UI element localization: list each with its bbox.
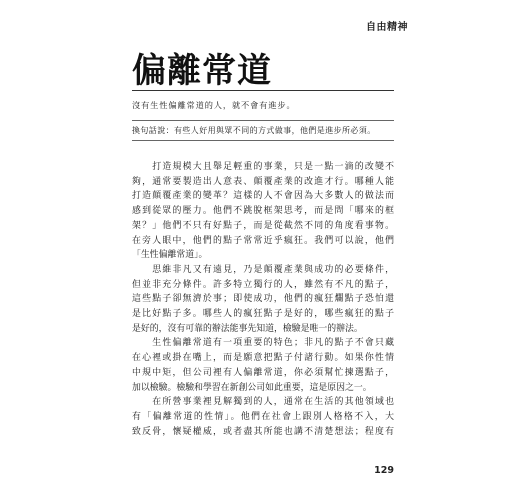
paragraph — [132, 160, 394, 263]
epigraph: 沒有生性偏離常道的人，就不會有進步。 — [132, 100, 296, 110]
text-line: 加以檢驗。檢驗和學習在新創公司如此重要，這是原因之一。 — [132, 382, 372, 393]
text-line: 「生性偏離常道」。 — [132, 250, 208, 261]
paraphrase: 換句話說：有些人好用與眾不同的方式做事，他們是進步所必須。 — [132, 126, 376, 135]
text-line: 有「偏離常道的性情」。他們在社會上跟別人格格不入，大 — [132, 411, 394, 422]
paraphrase-rule-bottom — [132, 140, 394, 141]
paraphrase-rule-top — [132, 120, 394, 121]
text-line: 是好的，沒有可靠的辦法能事先知道，檢驗是唯一的辦法。 — [132, 323, 363, 334]
title-rule — [132, 90, 394, 91]
running-header: 自由精神 — [366, 22, 408, 33]
text-line: 中規中矩，但公司裡有人偏離常道，你必須幫忙揀選點子， — [132, 367, 394, 378]
text-line: 打造顛覆產業的變革？這樣的人不會因為大多數人的做法而 — [132, 191, 394, 202]
text-line: 架？」他們不只有好點子，而是從截然不同的角度看事物。 — [132, 220, 394, 231]
text-line: 但並非充分條件。許多特立獨行的人，雖然有不凡的點子， — [132, 279, 394, 290]
text-line: 在旁人眼中，他們的點子常常近乎瘋狂。我們可以說，他們 — [132, 235, 394, 246]
paragraph — [132, 336, 394, 395]
body-text — [132, 160, 394, 439]
text-line: 生性偏離常道有一項重要的特色；非凡的點子不會只藏 — [132, 338, 394, 349]
paragraph — [132, 263, 394, 337]
text-line: 感到從眾的壓力。他們不跳脫框架思考，而是問「哪來的框 — [132, 206, 394, 217]
text-line: 這些點子卻無濟於事；即使成功，他們的瘋狂爛點子恐怕還 — [132, 294, 394, 305]
text-line: 是比好點子多。哪些人的瘋狂點子是好的，哪些瘋狂的點子 — [132, 309, 394, 320]
paragraph — [132, 395, 394, 439]
text-line: 打造規模大且舉足輕重的事業，只是一點一滴的改變不 — [132, 162, 394, 172]
text-line: 思維非凡又有遠見，乃是顛覆產業與成功的必要條件， — [132, 264, 394, 275]
chapter-title: 偏離常道 — [132, 51, 272, 91]
page-number: 129 — [374, 465, 394, 476]
text-line: 在心裡或掛在嘴上，而是願意把點子付諸行動。如果你性情 — [132, 353, 394, 364]
text-line: 在所營事業裡見解獨到的人，通常在生活的其他領域也 — [132, 397, 394, 408]
text-line: 致反骨，懷疑權威，或者盡其所能也講不清楚想法；程度有 — [132, 426, 394, 437]
text-line: 夠，通常要製造出人意表、顛覆產業的改進才行。哪種人能 — [132, 176, 394, 187]
